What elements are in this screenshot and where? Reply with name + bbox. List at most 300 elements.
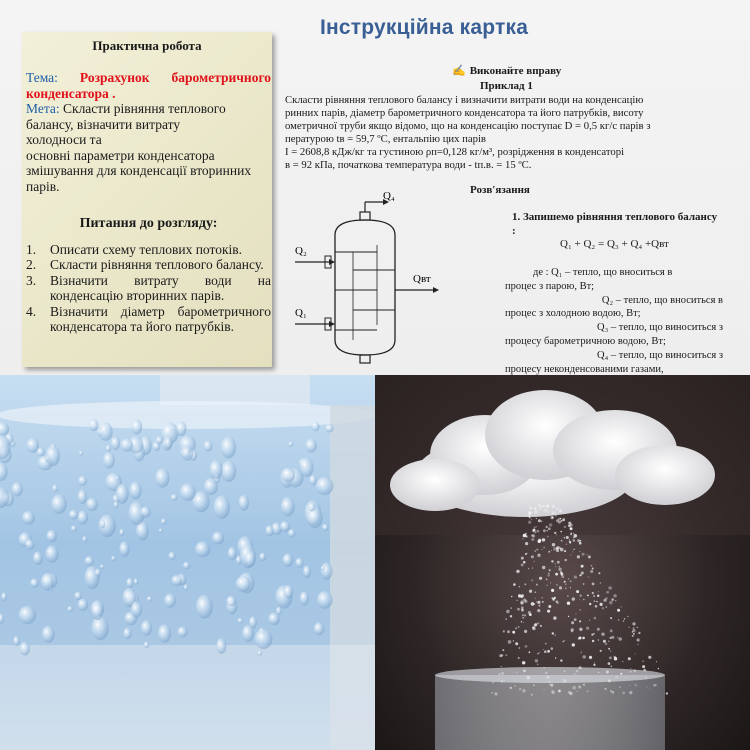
water-droplet <box>74 592 82 600</box>
spray-particle <box>502 649 504 651</box>
spray-particle <box>615 600 616 601</box>
spray-particle <box>588 576 589 577</box>
spray-particle <box>539 577 542 580</box>
spray-particle <box>573 537 574 538</box>
spray-particle <box>642 665 645 668</box>
spray-particle <box>610 617 612 619</box>
spray-particle <box>524 614 526 616</box>
water-droplet <box>67 606 72 612</box>
spray-particle <box>592 568 594 570</box>
water-droplet <box>316 477 334 495</box>
spray-particle <box>572 643 575 646</box>
cloud-illustration <box>375 375 750 750</box>
spray-particle <box>576 590 579 593</box>
spray-particle <box>524 583 526 585</box>
water-droplet <box>210 460 223 479</box>
water-droplet <box>169 552 176 560</box>
spray-particle <box>555 573 558 576</box>
water-droplet <box>69 510 79 520</box>
spray-particle <box>549 523 552 526</box>
solution-step-1: 1. Запишемо рівняння теплового балансу : <box>512 211 718 237</box>
water-droplet <box>183 562 190 570</box>
spray-particle <box>597 628 600 631</box>
spray-particle <box>522 661 525 664</box>
definition-line: Q₂ – тепло, що вноситься в <box>601 294 723 306</box>
water-droplet <box>79 451 83 456</box>
spray-particle <box>546 510 549 513</box>
water-droplet <box>33 551 43 565</box>
spray-particle <box>541 549 542 550</box>
spray-particle <box>594 617 597 620</box>
example-title: Приклад 1 <box>480 80 533 92</box>
water-droplet <box>42 626 55 643</box>
spray-particle <box>577 539 580 542</box>
spray-particle <box>595 605 598 608</box>
card-title: Інструкційна картка <box>320 16 529 39</box>
spray-particle <box>523 534 526 537</box>
spray-particle <box>532 531 533 532</box>
cloud-glass-photo <box>375 375 750 750</box>
spray-particle <box>602 607 604 609</box>
q4-label: Q₄ <box>383 190 395 202</box>
spray-particle <box>560 547 561 548</box>
spray-particle <box>629 627 630 628</box>
spray-particle <box>539 652 540 653</box>
water-droplet <box>300 458 313 478</box>
spray-particle <box>535 515 536 516</box>
water-droplet <box>13 636 19 646</box>
spray-particle <box>579 551 580 552</box>
spray-particle <box>605 643 608 646</box>
spray-particle <box>608 586 612 590</box>
water-droplet <box>204 440 213 451</box>
spray-particle <box>521 557 524 560</box>
water-droplet <box>255 629 273 649</box>
q2-label: Q₂ <box>295 245 307 257</box>
water-droplet <box>303 565 311 577</box>
spray-particle <box>517 608 520 611</box>
definition-line: процесу неконденсованими газами, <box>505 363 664 375</box>
spray-particle <box>547 530 548 531</box>
water-droplet <box>19 606 37 624</box>
goal-text-6: парів. <box>26 178 60 194</box>
spray-particle <box>562 641 564 643</box>
water-droplet <box>314 622 324 635</box>
definition-line: процес з холодною водою, Вт; <box>505 308 641 320</box>
water-droplet <box>242 625 254 642</box>
water-droplet <box>164 594 176 608</box>
spray-particle <box>658 668 659 669</box>
water-droplet <box>86 498 98 511</box>
spray-particle <box>583 655 586 658</box>
spray-particle <box>507 630 510 633</box>
topic-line <box>26 70 271 86</box>
water-droplet <box>236 576 251 592</box>
spray-particle <box>535 591 537 593</box>
question-text: Описати схему теплових потоків. <box>50 241 243 257</box>
spray-particle <box>624 618 625 619</box>
spray-particle <box>556 549 559 552</box>
water-droplet <box>51 494 67 514</box>
spray-particle <box>531 555 534 558</box>
spray-particle <box>557 507 559 509</box>
water-droplet <box>121 438 134 452</box>
spray-particle <box>555 634 556 635</box>
question-number: 4. <box>26 303 37 319</box>
spray-particle <box>542 505 544 507</box>
spray-particle <box>558 568 561 571</box>
spray-particle <box>571 621 574 624</box>
spray-particle <box>556 601 558 603</box>
water-droplet <box>171 575 182 586</box>
water-droplet <box>181 446 193 461</box>
spray-particle <box>560 531 562 533</box>
water-droplet <box>155 468 169 488</box>
water-droplet <box>77 511 88 525</box>
spray-particle <box>632 622 635 625</box>
spray-particle <box>618 619 620 621</box>
water-droplet <box>216 638 226 653</box>
spray-particle <box>611 598 614 601</box>
water-droplet <box>99 423 113 441</box>
spray-particle <box>556 519 559 522</box>
spray-particle <box>613 594 616 597</box>
water-droplet <box>238 618 244 624</box>
spray-particle <box>547 610 550 613</box>
spray-particle <box>511 607 512 608</box>
spray-particle <box>544 505 546 507</box>
water-droplet <box>132 419 143 435</box>
spray-particle <box>547 505 550 508</box>
definition-line: процесу барометричною водою, Вт; <box>505 335 666 347</box>
spray-particle <box>552 517 554 519</box>
spray-particle <box>548 573 549 574</box>
spray-particle <box>534 561 535 562</box>
spray-particle <box>537 601 540 604</box>
spray-particle <box>570 587 571 588</box>
water-droplet <box>22 511 35 525</box>
question-text: Візначити витрату води на конденсацію вторинних парів. <box>50 272 271 303</box>
q1-label: Q₁ <box>295 307 307 319</box>
spray-particle <box>562 575 565 578</box>
spray-particle <box>549 569 551 571</box>
spray-particle <box>519 647 521 649</box>
panel-content <box>26 70 271 335</box>
spray-particle <box>642 661 643 662</box>
questions-heading: Питання до розгляду: <box>79 216 218 231</box>
spray-particle <box>582 553 585 556</box>
spray-particle <box>572 597 575 600</box>
spray-particle <box>587 595 589 597</box>
question-number: 3. <box>26 272 37 288</box>
problem-line: ометричної труби якщо відомо, що на конденсацію поступає D = 0,5 кг/с парів з <box>285 120 651 132</box>
spray-particle <box>561 520 563 522</box>
spray-particle <box>637 627 638 628</box>
spray-particle <box>603 640 606 643</box>
spray-particle <box>525 600 528 603</box>
spray-particle <box>600 582 601 583</box>
problem-line: ринних парів, діаметр барометричного конденсатора та його патрубків, висоту <box>285 107 644 119</box>
definitions <box>505 266 723 375</box>
spray-particle <box>543 529 546 532</box>
definition-line: де : Q₁ – тепло, що вноситься в <box>533 267 673 278</box>
spray-particle <box>534 511 537 514</box>
water-droplet <box>300 591 309 605</box>
water-droplet <box>312 422 320 431</box>
spray-particle <box>628 657 631 660</box>
water-droplet <box>177 627 187 638</box>
spray-particle <box>610 650 612 652</box>
spray-particle <box>579 637 582 640</box>
water-droplet <box>308 503 315 512</box>
spray-particle <box>591 634 593 636</box>
spray-particle <box>548 605 551 608</box>
spray-particle <box>617 609 620 612</box>
water-droplet <box>196 595 213 619</box>
spray-particle <box>559 566 560 567</box>
goal-text-3: холодноси та <box>26 132 102 147</box>
spray-particle <box>529 590 532 593</box>
water-droplet <box>78 476 87 486</box>
spray-particle <box>555 566 556 567</box>
goal-text-4: основні параметри конденсатора <box>26 147 215 163</box>
spray-particle <box>666 692 668 694</box>
water-droplet <box>281 497 295 517</box>
spray-particle <box>518 657 520 659</box>
spray-particle <box>633 627 635 629</box>
water-droplet <box>103 452 115 469</box>
spray-particle <box>572 551 573 552</box>
spray-particle <box>621 606 622 607</box>
spray-particle <box>537 554 541 558</box>
spray-particle <box>516 600 517 601</box>
spray-particle <box>528 515 530 517</box>
water-droplet <box>147 596 152 602</box>
task-header <box>452 64 561 77</box>
spray-particle <box>518 594 521 597</box>
water-droplet <box>100 520 106 529</box>
spray-particle <box>574 618 577 621</box>
spray-particle <box>550 582 551 583</box>
list-item <box>26 304 271 335</box>
spray-particle <box>524 630 527 633</box>
problem-line: пературою tв = 59,7 ºС, ентальпію цих парів <box>285 133 486 145</box>
spray-particle <box>513 583 516 586</box>
water-droplet <box>89 419 99 431</box>
spray-particle <box>601 633 604 636</box>
spray-particle <box>534 508 536 510</box>
spray-particle <box>633 633 635 635</box>
water-droplet <box>284 585 294 599</box>
water-droplet <box>78 489 87 504</box>
spray-particle <box>543 649 544 650</box>
water-droplet <box>95 568 101 576</box>
spray-particle <box>521 600 522 601</box>
spray-particle <box>528 568 529 569</box>
spray-particle <box>609 601 613 605</box>
spray-particle <box>548 527 551 530</box>
spray-particle <box>551 647 554 650</box>
spray-particle <box>536 518 537 519</box>
spray-particle <box>525 645 528 648</box>
panel-title: Практична робота <box>92 38 202 53</box>
spray-particle <box>531 519 532 520</box>
question-number: 1. <box>26 241 37 257</box>
spray-particle <box>577 555 580 558</box>
water-droplet <box>288 529 295 537</box>
spray-particle <box>537 609 540 612</box>
spray-particle <box>579 574 581 576</box>
water-droplet <box>1 592 7 601</box>
water-droplet <box>123 628 131 640</box>
spray-particle <box>589 620 590 621</box>
spray-particle <box>589 603 591 605</box>
questions-list <box>26 242 271 335</box>
spray-particle <box>540 508 541 509</box>
spray-particle <box>567 602 570 605</box>
pencil-icon: ✍ <box>452 65 466 77</box>
spray-particle <box>598 591 599 592</box>
solution-title: Розв'язання <box>470 184 530 196</box>
spray-particle <box>582 637 585 640</box>
goal-text-2: балансу, візначити витрату <box>26 116 181 132</box>
water-droplet <box>111 436 120 450</box>
spray-particle <box>610 629 613 632</box>
spray-particle <box>630 668 631 669</box>
spray-particle <box>528 511 531 514</box>
spray-particle <box>560 659 562 661</box>
spray-particle <box>579 620 581 622</box>
spray-particle <box>531 508 532 509</box>
spray-particle <box>593 595 595 597</box>
spray-particle <box>606 591 609 594</box>
goal-label: Мета: <box>26 101 60 116</box>
water-droplet <box>221 437 236 459</box>
spray-particle <box>555 657 556 658</box>
spray-particle <box>548 574 550 576</box>
water-droplet <box>111 556 115 561</box>
spray-particle <box>561 573 564 576</box>
water-droplet <box>260 553 266 562</box>
water-droplet <box>164 437 173 449</box>
spray-particle <box>554 506 556 508</box>
list-item <box>26 273 271 304</box>
spray-particle <box>622 661 623 662</box>
spray-particle <box>537 530 540 533</box>
spray-particle <box>579 542 582 545</box>
spray-particle <box>568 616 569 617</box>
spray-particle <box>579 609 581 611</box>
spray-particle <box>576 613 577 614</box>
spray-particle <box>564 537 565 538</box>
spray-particle <box>571 630 574 633</box>
water-droplet <box>212 532 224 545</box>
glass-illustration <box>0 375 375 750</box>
spray-particle <box>556 534 557 535</box>
spray-particle <box>594 662 595 663</box>
problem-line: в = 92 кПа, початкова температура води - tп.в. = 15 ºС. <box>285 159 532 171</box>
spray-particle <box>515 642 518 645</box>
topic-word-2: барометричного <box>171 70 271 85</box>
goal-text-5: змішування для конденсації вторинних <box>26 163 252 178</box>
spray-particle <box>589 656 592 659</box>
spray-particle <box>520 601 523 604</box>
spray-particle <box>531 602 535 606</box>
spray-particle <box>556 546 559 549</box>
spray-particle <box>521 594 524 597</box>
spray-particle <box>592 592 594 594</box>
water-droplet <box>158 624 171 643</box>
spray-particle <box>518 626 519 627</box>
spray-particle <box>541 521 542 522</box>
spray-particle <box>546 579 548 581</box>
condenser-diagram <box>285 190 485 368</box>
water-droplet <box>159 529 163 533</box>
problem-line: I = 2608,8 кДж/кг та густиною ρп=0,128 кг/м³, розрідження в конденсаторі <box>285 146 625 158</box>
spray-particle <box>632 631 633 632</box>
spray-particle <box>528 521 531 524</box>
spray-particle <box>598 572 600 574</box>
spray-particle <box>596 601 597 602</box>
spray-particle <box>559 586 562 589</box>
spray-particle <box>553 616 556 619</box>
spray-particle <box>570 527 572 529</box>
spray-particle <box>538 605 540 607</box>
definition-line: Q₄ – тепло, що виноситься з <box>597 349 723 361</box>
spray-particle <box>648 656 651 659</box>
spray-particle <box>548 551 550 553</box>
spray-particle <box>568 578 569 579</box>
spray-particle <box>505 654 507 656</box>
spray-particle <box>574 576 577 579</box>
water-droplet <box>82 536 87 542</box>
water-droplet <box>126 578 133 588</box>
spray-particle <box>529 651 531 653</box>
water-droplet <box>37 448 45 457</box>
water-droplet <box>106 445 112 452</box>
spray-particle <box>534 527 536 529</box>
spray-particle <box>592 583 595 586</box>
spray-particle <box>583 583 585 585</box>
water-droplet <box>282 468 295 482</box>
spray-particle <box>540 625 542 627</box>
water-droplet <box>119 529 124 537</box>
spray-particle <box>564 550 566 552</box>
spray-particle <box>537 653 538 654</box>
water-droplet <box>221 461 236 482</box>
spray-particle <box>531 538 534 541</box>
water-droplet <box>141 620 152 636</box>
spray-particle <box>560 518 561 519</box>
spray-particle <box>522 614 524 616</box>
spray-particle <box>590 570 593 573</box>
spray-particle <box>534 624 537 627</box>
spray-particle <box>511 596 512 597</box>
task-header-text: Виконайте вправу <box>469 64 562 77</box>
spray-particle <box>521 564 524 567</box>
goal-line-1 <box>26 101 271 117</box>
spray-particle <box>600 650 602 652</box>
spray-particle <box>527 514 528 515</box>
spray-particle <box>532 626 534 628</box>
question-text: Скласти рівняння теплового балансу. <box>50 257 264 272</box>
water-droplet <box>130 481 142 499</box>
spray-particle <box>573 539 575 541</box>
water-droplet <box>245 551 256 567</box>
spray-particle <box>608 662 611 665</box>
spray-particle <box>535 526 536 527</box>
list-item <box>26 242 271 258</box>
